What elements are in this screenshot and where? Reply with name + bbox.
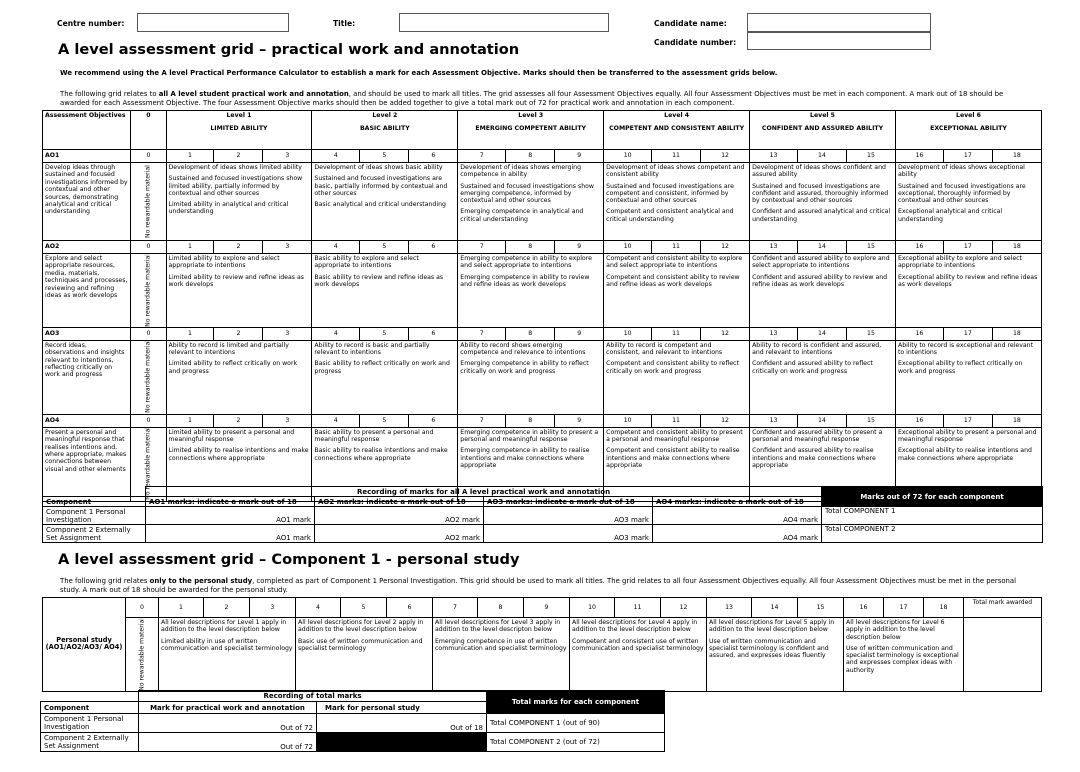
mark-0: 0 — [131, 327, 166, 340]
mark-2: 2 — [204, 598, 250, 618]
component-1-practical-mark[interactable]: Out of 72 — [139, 714, 317, 733]
mark-5: 5 — [341, 598, 387, 618]
candidate-number-field[interactable] — [747, 32, 931, 50]
descriptor-text: Basic ability to review and refine ideas as work develops — [314, 273, 444, 288]
no-rewardable-material: No rewardable material — [131, 427, 166, 501]
descriptor-text: Competent and consistent ability to present a personal and meaningful response — [606, 428, 743, 444]
descriptor-text: Competent and consistent ability to reflect critically on work and progress — [606, 360, 739, 375]
mark-10: 10 — [604, 241, 652, 254]
descriptor-text: Sustained and focused investigations are basic, partially informed by contextual and other sources — [314, 175, 448, 197]
descriptor-text: Exceptional analytical and critical understanding — [897, 208, 1003, 223]
mark-16: 16 — [844, 598, 884, 618]
descriptor-text: Exceptional ability to reflect critically on work and progress — [897, 360, 1023, 375]
level-3-description — [458, 163, 604, 241]
mark-2: 2 — [214, 327, 263, 340]
personal-study-intro: The following grid relates only to the personal study, completed as part of Component 1 Personal Investigation. This grid should be used to mark all titles. The grid relates to all four Assessment Objectives equally. All four Assessment Objectives must be met in the personal study. A mark out of 18 should be awarded for the personal study. — [60, 577, 1017, 594]
level-3-description — [458, 254, 604, 328]
descriptor-text: Basic ability to explore and select appropriate to intentions — [314, 255, 419, 270]
mark-13: 13 — [707, 598, 752, 618]
mark-9: 9 — [555, 150, 604, 163]
personal-study-row-label: Personal study (AO1/AO2/AO3/ AO4) — [43, 598, 126, 692]
level-4-description — [604, 254, 750, 328]
mark-7: 7 — [458, 327, 506, 340]
mark-17: 17 — [943, 150, 992, 163]
centre-number-label: Centre number: — [57, 19, 125, 28]
ao3-col-header: AO3 marks: indicate a mark out of 18 — [484, 497, 653, 507]
mark-15: 15 — [846, 327, 895, 340]
grid-intro-text: The following grid relates to all A level student practical work and annotation, and should be used to mark all titles. The grid assesses all four Assessment Objectives equally. All four Assessment Objectives must be met in each component. A mark out of 18 should be awarded for each Assessment Objective. The four Assessment Objective marks should then be added together to give a total mark out of 72 for practical work and annotation in each component. — [60, 90, 1004, 107]
descriptor-text: Sustained and focused investigations are confident and assured, thoroughly informed by contextual and other sources — [752, 182, 889, 205]
descriptor-text: Ability to record shows emerging competence and relevance to intentions — [460, 341, 586, 357]
totals-component-2-label: Component 2 Externally Set Assignment — [41, 733, 139, 752]
level-2-description — [312, 340, 458, 414]
descriptor-text: Development of ideas shows confident and assured ability — [752, 164, 886, 179]
total-mark-awarded-header: Total mark awarded — [964, 598, 1042, 618]
mark-6: 6 — [409, 414, 458, 427]
mark-17: 17 — [943, 241, 992, 254]
descriptor-text: Sustained and focused investigations show limited ability, partially informed by contextual and other sources — [168, 175, 303, 197]
mark-12: 12 — [701, 327, 750, 340]
descriptor-text: Exceptional ability to explore and select appropriate to intentions — [897, 255, 1022, 270]
mark-8: 8 — [506, 150, 555, 163]
mark-4: 4 — [296, 598, 341, 618]
total-component-1[interactable]: Total COMPONENT 1 — [822, 507, 1043, 525]
component-1-label: Component 1 Personal Investigation — [43, 507, 146, 525]
ao4-col-header: AO4 marks: indicate a mark out of 18 — [653, 497, 822, 507]
component-2-ao4-mark[interactable]: AO4 mark — [653, 525, 822, 543]
mark-2: 2 — [214, 241, 263, 254]
ps-level-5-description — [707, 618, 844, 692]
total-component-1-90[interactable]: Total COMPONENT 1 (out of 90) — [487, 714, 665, 733]
ao-marks-row — [43, 150, 1042, 163]
descriptor-text: Emerging competence in analytical and critical understanding — [460, 208, 584, 223]
mark-0: 0 — [131, 150, 166, 163]
descriptor-text: Confident and assured ability to realise intentions and make connections where appropriate — [752, 447, 876, 469]
level-1-header: Level 1 LIMITED ABILITY — [166, 111, 312, 150]
ao-code: AO4 — [43, 414, 131, 427]
descriptor-text: Basic analytical and critical understanding — [314, 201, 446, 209]
component-2-personal-blocked — [317, 733, 487, 752]
level-5-description — [750, 254, 896, 328]
mark-18: 18 — [992, 327, 1041, 340]
totals-component-1-label: Component 1 Personal Investigation — [41, 714, 139, 733]
level-6-description — [895, 340, 1041, 414]
component-2-ao2-mark[interactable]: AO2 mark — [315, 525, 484, 543]
descriptor-text: All level descriptions for Level 4 apply in addition to the level description below — [572, 619, 698, 634]
descriptor-text: Ability to record is competent and consistent, and relevant to intentions — [606, 341, 723, 357]
zero-column-header: 0 — [131, 111, 166, 150]
mark-15: 15 — [846, 150, 895, 163]
level-4-description — [604, 340, 750, 414]
descriptor-text: Limited ability to present a personal and meaningful response — [168, 428, 295, 444]
total-marks-table — [40, 690, 665, 752]
mark-13: 13 — [750, 150, 798, 163]
mark-12: 12 — [701, 241, 750, 254]
mark-7: 7 — [458, 414, 506, 427]
descriptor-text: Limited ability in use of written communication and specialist terminology — [161, 637, 293, 652]
descriptor-text: Confident and assured ability to present a personal and meaningful response — [752, 428, 883, 444]
mark-11: 11 — [652, 241, 701, 254]
mark-14: 14 — [797, 327, 846, 340]
candidate-name-field[interactable] — [747, 13, 931, 32]
mark-11: 11 — [652, 150, 701, 163]
descriptor-text: Competent and consistent ability to explore and select appropriate to intentions — [606, 255, 743, 270]
mark-11: 11 — [652, 327, 701, 340]
mark-6: 6 — [409, 150, 458, 163]
page-title: A level assessment grid – practical work and annotation — [58, 41, 520, 58]
mark-0: 0 — [126, 598, 159, 618]
descriptor-text: Ability to record is exceptional and relevant to intentions — [897, 341, 1034, 357]
mark-17: 17 — [943, 327, 992, 340]
mark-5: 5 — [360, 327, 409, 340]
mark-4: 4 — [312, 241, 360, 254]
mark-5: 5 — [360, 241, 409, 254]
mark-4: 4 — [312, 414, 360, 427]
descriptor-text: Basic ability to reflect critically on work and progress — [314, 360, 450, 375]
component-2-ao1-mark[interactable]: AO1 mark — [146, 525, 315, 543]
mark-11: 11 — [615, 598, 661, 618]
mark-9: 9 — [555, 241, 604, 254]
descriptor-text: Basic ability to present a personal and meaningful response — [314, 428, 434, 444]
descriptor-text: All level descriptions for Level 5 apply in addition to the level description below — [709, 619, 835, 634]
descriptor-text: All level descriptions for Level 1 apply in addition to the level description below — [161, 619, 287, 634]
level-1-description — [166, 254, 312, 328]
descriptor-text: Confident and assured analytical and critical understanding — [752, 208, 891, 223]
mark-8: 8 — [506, 327, 555, 340]
mark-13: 13 — [750, 327, 798, 340]
total-each-header: Total marks for each component — [487, 691, 665, 714]
descriptor-text: Competent and consistent ability to realise intentions and make connections where appropriate — [606, 447, 740, 469]
level-2-header: Level 2 BASIC ABILITY — [312, 111, 458, 150]
mark-4: 4 — [312, 150, 360, 163]
descriptor-text: Emerging competence in ability to realise intentions and make connections where appropriate — [460, 447, 590, 469]
mark-6: 6 — [387, 598, 433, 618]
mark-1: 1 — [159, 598, 204, 618]
mark-0: 0 — [131, 414, 166, 427]
descriptor-text: Competent and consistent use of written communication and specialist terminology — [572, 637, 704, 652]
mark-9: 9 — [555, 327, 604, 340]
ao-description: Explore and select appropriate resources, media, materials, techniques and processes, reviewing and refining ideas as work develops — [43, 254, 131, 328]
mark-5: 5 — [360, 414, 409, 427]
descriptor-text: Basic use of written communication and specialist terminology — [298, 637, 423, 652]
level-1-description — [166, 340, 312, 414]
ao-column-header: Assessment Objectives — [43, 111, 131, 150]
mark-12: 12 — [661, 598, 707, 618]
level-5-description — [750, 340, 896, 414]
assessment-grid — [42, 110, 1042, 502]
ao-description: Develop ideas through sustained and focused investigations informed by contextual and other sources, demonstrating analytical and critical understanding — [43, 163, 131, 241]
no-rewardable-material: No rewardable material — [131, 340, 166, 414]
mark-9: 9 — [524, 598, 570, 618]
level-6-description — [895, 163, 1041, 241]
descriptor-text: Development of ideas shows limited ability — [168, 164, 302, 171]
no-rewardable-material: No rewardable material — [131, 163, 166, 241]
ao-marks-row — [43, 241, 1042, 254]
mark-16: 16 — [895, 150, 943, 163]
descriptor-text: Emerging competence in ability to present a personal and meaningful response — [460, 428, 599, 444]
no-rewardable-material: No rewardable material — [126, 618, 159, 692]
mark-5: 5 — [360, 150, 409, 163]
mark-7: 7 — [458, 241, 506, 254]
ao-description-row — [43, 163, 1042, 241]
mark-15: 15 — [846, 241, 895, 254]
recommendation-text: We recommend using the A level Practical Performance Calculator to establish a mark for each Assessment Objective. Marks should then be transferred to the assessment grids below. — [60, 69, 778, 77]
level-3-description — [458, 340, 604, 414]
mark-8: 8 — [506, 241, 555, 254]
total-mark-awarded-cell[interactable] — [964, 618, 1042, 692]
personal-study-title: A level assessment grid – Component 1 - personal study — [58, 551, 520, 568]
mark-18: 18 — [992, 150, 1041, 163]
mark-12: 12 — [701, 150, 750, 163]
mark-6: 6 — [409, 241, 458, 254]
level-5-description — [750, 163, 896, 241]
ao-marks-row — [43, 327, 1042, 340]
descriptor-text: Competent and consistent analytical and critical understanding — [606, 208, 734, 223]
descriptor-text: Sustained and focused investigations show emerging competence, informed by contextual and other sources — [460, 182, 594, 205]
recording-title: Recording of marks for all A level practical work and annotation — [146, 487, 822, 497]
component-1-personal-mark[interactable]: Out of 18 — [317, 714, 487, 733]
mark-16: 16 — [895, 414, 943, 427]
descriptor-text: Confident and assured ability to review and refine ideas as work develops — [752, 273, 888, 288]
recording-table — [42, 486, 1043, 543]
mark-18: 18 — [992, 241, 1041, 254]
descriptor-text: Sustained and focused investigations are exceptional, thoroughly informed by contextual and other sources — [897, 182, 1026, 205]
descriptor-text: Emerging competence in use of written communication and specialist terminology — [435, 637, 567, 652]
descriptor-text: Sustained and focused investigations are competent and consistent, informed by contextual and other sources — [606, 182, 734, 205]
descriptor-text: All level descriptions for Level 2 apply in addition to the level description below — [298, 619, 424, 634]
descriptor-text: Emerging competence in ability to reflect critically on work and progress — [460, 360, 589, 375]
descriptor-text: Development of ideas shows basic ability — [314, 164, 443, 171]
mark-3: 3 — [250, 598, 296, 618]
descriptor-text: Ability to record is limited and partially relevant to intentions — [168, 341, 289, 357]
title-label: Title: — [333, 19, 356, 28]
mark-1: 1 — [166, 241, 214, 254]
mark-7: 7 — [433, 598, 478, 618]
descriptor-text: Limited ability to explore and select appropriate to intentions — [168, 255, 280, 270]
descriptor-text: Competent and consistent ability to review and refine ideas as work develops — [606, 273, 740, 288]
descriptor-text: Exceptional ability to realise intentions and make connections where appropriate — [897, 447, 1032, 462]
level-1-description — [166, 163, 312, 241]
level-6-header: Level 6 EXCEPTIONAL ABILITY — [895, 111, 1041, 150]
mark-15: 15 — [846, 414, 895, 427]
mark-9: 9 — [555, 414, 604, 427]
descriptor-text: All level descriptions for Level 3 apply in addition to the level descripton below — [435, 619, 561, 634]
totals-component-header: Component — [41, 702, 139, 714]
mark-3: 3 — [263, 414, 312, 427]
mark-3: 3 — [263, 150, 312, 163]
component-1-ao1-mark[interactable]: AO1 mark — [146, 507, 315, 525]
mark-2: 2 — [214, 414, 263, 427]
mark-17: 17 — [943, 414, 992, 427]
mark-4: 4 — [312, 327, 360, 340]
candidate-number-label: Candidate number: — [654, 38, 737, 47]
ao-description-row — [43, 340, 1042, 414]
ps-level-4-description — [570, 618, 707, 692]
descriptor-text: Ability to record is basic and partially relevant to intentions — [314, 341, 430, 357]
mark-17: 17 — [884, 598, 924, 618]
ao-marks-row — [43, 414, 1042, 427]
descriptor-text: Confident and assured ability to explore and select appropriate to intentions — [752, 255, 890, 270]
mark-1: 1 — [166, 150, 214, 163]
descriptor-text: Ability to record is confident and assured, and relevant to intentions — [752, 341, 882, 357]
component-2-ao3-mark[interactable]: AO3 mark — [484, 525, 653, 543]
component-1-ao2-mark[interactable]: AO2 mark — [315, 507, 484, 525]
mark-18: 18 — [992, 414, 1041, 427]
descriptor-text: Development of ideas shows competent and consistent ability — [606, 164, 745, 179]
no-rewardable-material: No rewardable material — [131, 254, 166, 328]
total-component-2-72[interactable]: Total COMPONENT 2 (out of 72) — [487, 733, 665, 752]
mark-14: 14 — [752, 598, 798, 618]
component-1-ao3-mark[interactable]: AO3 mark — [484, 507, 653, 525]
ao-description: Record ideas, observations and insights relevant to intentions, reflecting critically on work and progress — [43, 340, 131, 414]
descriptor-text: Limited ability to review and refine ideas as work develops — [168, 273, 304, 288]
ao1-col-header: AO1 marks: indicate a mark out of 18 — [146, 497, 315, 507]
ao-code: AO2 — [43, 241, 131, 254]
descriptor-text: Limited ability to reflect critically on work and progress — [168, 360, 298, 375]
ps-level-1-description — [159, 618, 296, 692]
ao-description-row — [43, 254, 1042, 328]
mark-6: 6 — [409, 327, 458, 340]
practical-mark-header: Mark for practical work and annotation — [139, 702, 317, 714]
mark-3: 3 — [263, 327, 312, 340]
level-2-description — [312, 254, 458, 328]
mark-16: 16 — [895, 327, 943, 340]
component-col-header: Component — [43, 497, 146, 507]
descriptor-text: Emerging competence in ability to explore and select appropriate to intentions — [460, 255, 592, 270]
mark-14: 14 — [797, 150, 846, 163]
level-6-description — [895, 254, 1041, 328]
level-2-description — [312, 163, 458, 241]
mark-10: 10 — [604, 327, 652, 340]
descriptor-text: Emerging competence in ability to review and refine ideas as work develops — [460, 273, 590, 288]
descriptor-text: Limited ability to realise intentions and make connections where appropriate — [168, 447, 309, 462]
personal-study-grid — [42, 597, 1042, 692]
mark-8: 8 — [478, 598, 524, 618]
mark-10: 10 — [570, 598, 615, 618]
ps-level-3-description — [433, 618, 570, 692]
ao-code: AO1 — [43, 150, 131, 163]
mark-18: 18 — [924, 598, 964, 618]
descriptor-text: Use of written communication and specialist terminology is confident and assured, and expresses ideas fluently — [709, 637, 829, 660]
level-5-header: Level 5 CONFIDENT AND ASSURED ABILITY — [750, 111, 896, 150]
descriptor-text: Confident and assured ability to reflect critically on work and progress — [752, 360, 873, 375]
level-3-header: Level 3 EMERGING COMPETENT ABILITY — [458, 111, 604, 150]
mark-1: 1 — [166, 327, 214, 340]
candidate-name-label: Candidate name: — [654, 19, 727, 28]
mark-10: 10 — [604, 150, 652, 163]
descriptor-text: Exceptional ability to review and refine ideas as work develops — [897, 273, 1038, 288]
mark-1: 1 — [166, 414, 214, 427]
total-component-2[interactable]: Total COMPONENT 2 — [822, 525, 1043, 543]
mark-13: 13 — [750, 414, 798, 427]
component-2-practical-mark[interactable]: Out of 72 — [139, 733, 317, 752]
descriptor-text: All level descriptions for Level 6 apply in addition to the level description below — [846, 619, 945, 641]
descriptor-text: Exceptional ability to present a personal and meaningful response — [897, 428, 1037, 444]
component-1-ao4-mark[interactable]: AO4 mark — [653, 507, 822, 525]
ps-level-2-description — [296, 618, 433, 692]
centre-number-field[interactable] — [137, 13, 289, 32]
marks72-header: Marks out of 72 for each component — [822, 487, 1043, 507]
descriptor-text: Limited ability in analytical and critical understanding — [168, 201, 289, 216]
mark-7: 7 — [458, 150, 506, 163]
component-2-label: Component 2 Externally Set Assignment — [43, 525, 146, 543]
descriptor-text: Development of ideas shows exceptional ability — [897, 164, 1025, 179]
mark-16: 16 — [895, 241, 943, 254]
total-marks-title: Recording of total marks — [139, 691, 487, 702]
mark-11: 11 — [652, 414, 701, 427]
mark-14: 14 — [797, 241, 846, 254]
ps-level-6-description — [844, 618, 964, 692]
mark-8: 8 — [506, 414, 555, 427]
level-4-description — [604, 163, 750, 241]
mark-13: 13 — [750, 241, 798, 254]
personal-mark-header: Mark for personal study — [317, 702, 487, 714]
ao-description: Present a personal and meaningful response that realises intentions and, where appropriate, makes connections between visual and other elements — [43, 427, 131, 501]
mark-15: 15 — [798, 598, 844, 618]
descriptor-text: Basic ability to realise intentions and make connections where appropriate — [314, 447, 448, 462]
mark-2: 2 — [214, 150, 263, 163]
ao-code: AO3 — [43, 327, 131, 340]
title-field[interactable] — [399, 13, 609, 32]
mark-14: 14 — [797, 414, 846, 427]
mark-12: 12 — [701, 414, 750, 427]
mark-10: 10 — [604, 414, 652, 427]
level-4-header: Level 4 COMPETENT AND CONSISTENT ABILITY — [604, 111, 750, 150]
ao2-col-header: AO2 marks: indicate a mark out of 18 — [315, 497, 484, 507]
mark-0: 0 — [131, 241, 166, 254]
mark-3: 3 — [263, 241, 312, 254]
descriptor-text: Use of written communication and specialist terminology is exceptional and expresses complex ideas with authority — [846, 644, 959, 674]
descriptor-text: Development of ideas shows emerging competence in ability — [460, 164, 582, 179]
